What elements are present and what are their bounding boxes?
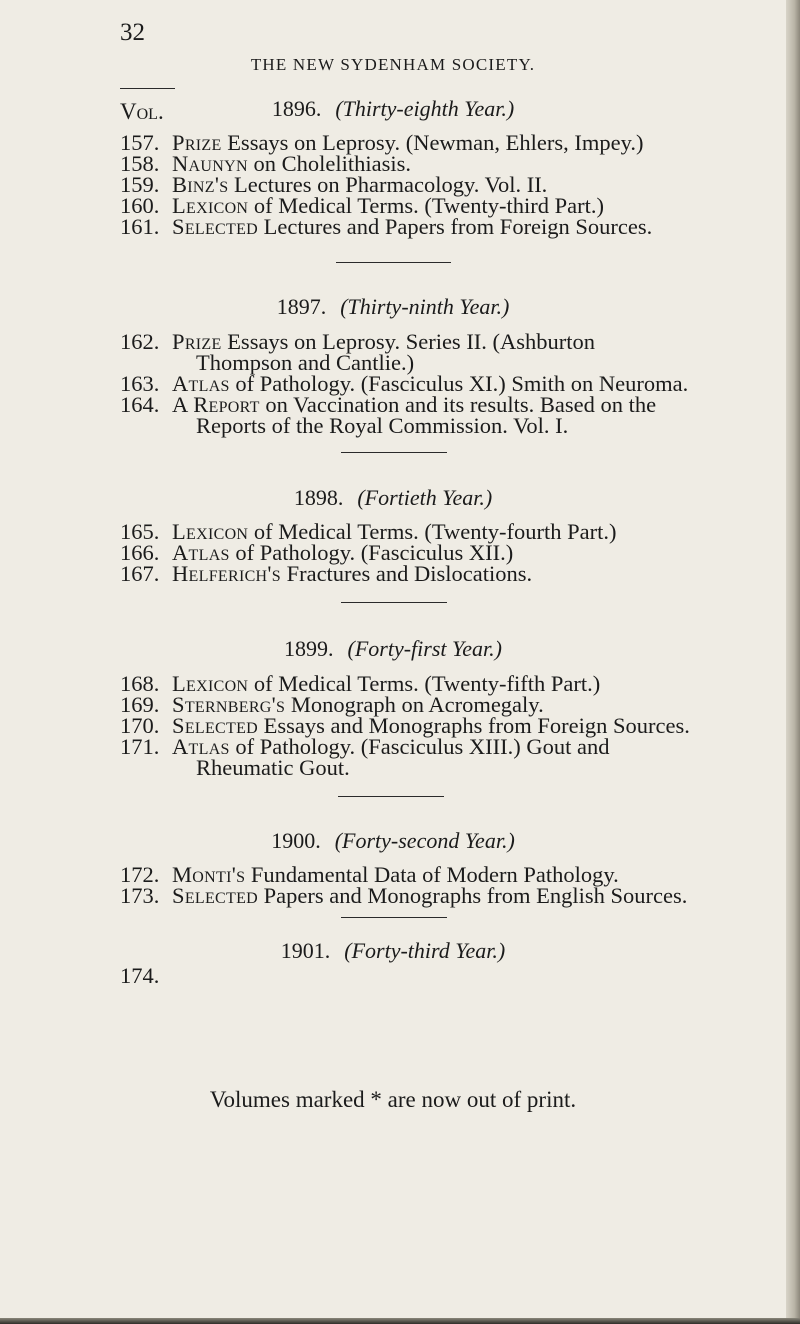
- entry-lead: Prize: [172, 130, 222, 155]
- entry-lead: Sternberg's: [172, 692, 286, 717]
- volume-number: 172.: [120, 862, 160, 887]
- volume-number: 171.: [120, 734, 160, 759]
- list-item: [120, 373, 775, 394]
- volume-number: 163.: [120, 371, 160, 396]
- year-label: (Forty-second Year.): [334, 828, 515, 853]
- year: 1900.: [271, 828, 321, 853]
- entry-body: of Medical Terms. (Twenty-third Part.): [248, 193, 605, 218]
- entry-body: Lectures and Papers from Foreign Sources.: [258, 214, 653, 239]
- running-head: THE NEW SYDENHAM SOCIETY.: [250, 55, 536, 74]
- page-number: 32: [120, 19, 145, 46]
- section-divider: [341, 452, 447, 453]
- list-item: [120, 965, 775, 986]
- entry-text: [172, 331, 792, 373]
- entry-text: [172, 542, 792, 563]
- entry-lead: Lexicon: [172, 519, 249, 544]
- volume-number: 161.: [120, 214, 160, 239]
- list-item: [120, 864, 775, 885]
- entry-body: of Medical Terms. (Twenty-fifth Part.): [248, 671, 601, 696]
- entry-text: [172, 521, 792, 542]
- year-heading: [0, 96, 786, 122]
- entry-text: [172, 694, 792, 715]
- list-item: [120, 542, 775, 563]
- entry-lead: Selected: [172, 214, 259, 239]
- volume-number: 164.: [120, 392, 160, 417]
- entry-text: [172, 195, 792, 216]
- list-item: [120, 673, 775, 694]
- entry-body: Essays on Leprosy. (Newman, Ehlers, Impey.): [221, 130, 644, 155]
- entry-lead: Lexicon: [172, 671, 249, 696]
- list-item: [120, 521, 775, 542]
- entry-lead: Atlas: [172, 734, 230, 759]
- entry-continuation: Thompson and Cantlie.): [196, 350, 415, 375]
- entry-body: of Medical Terms. (Twenty-fourth Part.): [248, 519, 617, 544]
- entry-text: [172, 394, 792, 436]
- entry-text: [172, 216, 792, 237]
- list-item: [120, 153, 775, 174]
- volume-number: 168.: [120, 671, 160, 696]
- entry-text: [172, 715, 792, 736]
- entry-lead: Atlas: [172, 540, 230, 565]
- entry-text: [172, 673, 792, 694]
- year-heading: [0, 938, 786, 964]
- section-divider: [338, 796, 444, 797]
- year-heading: [0, 485, 786, 511]
- volume-number: 166.: [120, 540, 160, 565]
- year: 1897.: [276, 294, 327, 319]
- year-label: (Fortieth Year.): [357, 485, 493, 510]
- list-item: [120, 174, 775, 195]
- entry-lead: Selected: [172, 713, 259, 738]
- list-item: [120, 734, 775, 780]
- footer-note: Volumes marked * are now out of print.: [209, 1087, 577, 1112]
- year: 1899.: [284, 636, 334, 661]
- entry-text: [172, 563, 792, 584]
- list-item: [120, 132, 775, 153]
- volume-number: 169.: [120, 692, 160, 717]
- entry-continuation: Rheumatic Gout.: [196, 755, 350, 780]
- entry-text: [172, 885, 792, 906]
- year-heading: [0, 828, 786, 854]
- volume-number: 167.: [120, 561, 160, 586]
- section-divider: [341, 602, 447, 603]
- list-item: [120, 694, 775, 715]
- volume-number: 159.: [120, 172, 160, 197]
- entry-lead: Selected: [172, 883, 259, 908]
- section-divider: [341, 917, 447, 918]
- entry-text: [172, 174, 792, 195]
- volume-number: 174.: [120, 963, 160, 988]
- list-item: [120, 715, 775, 736]
- year-heading: [0, 294, 786, 320]
- volume-number: 170.: [120, 713, 160, 738]
- entry-body: Lectures on Pharmacology. Vol. II.: [228, 172, 548, 197]
- entry-text: [172, 373, 792, 394]
- entry-lead: Prize: [172, 329, 222, 354]
- list-item: [120, 329, 775, 375]
- entry-lead: A Report: [172, 392, 260, 417]
- entry-text: [172, 864, 792, 885]
- entry-lead: Naunyn: [172, 151, 248, 176]
- entry-body: on Vaccination and its results. Based on the: [259, 392, 657, 417]
- volume-number: 157.: [120, 130, 160, 155]
- volume-number: 173.: [120, 883, 160, 908]
- section-divider: [336, 262, 451, 263]
- year-label: (Thirty-ninth Year.): [340, 294, 510, 319]
- entry-continuation: Reports of the Royal Commission. Vol. I.: [196, 413, 569, 438]
- year-heading: [0, 636, 786, 662]
- volume-number: 160.: [120, 193, 160, 218]
- year: 1898.: [293, 485, 344, 510]
- list-item: [120, 392, 775, 438]
- entry-body: of Pathology. (Fasciculus XII.): [229, 540, 514, 565]
- entry-lead: Binz's: [172, 172, 229, 197]
- entry-body: of Pathology. (Fasciculus XI.) Smith on Neuroma.: [229, 371, 689, 396]
- entry-text: [172, 132, 792, 153]
- entry-body: Essays and Monographs from Foreign Sources.: [258, 713, 690, 738]
- entry-body: Fundamental Data of Modern Pathology.: [245, 862, 619, 887]
- entry-body: Fractures and Dislocations.: [280, 561, 533, 586]
- entry-lead: Helferich's: [172, 561, 281, 586]
- entry-text: [172, 736, 792, 778]
- entry-body: Monograph on Acromegaly.: [285, 692, 544, 717]
- year-label: (Forty-third Year.): [344, 938, 506, 963]
- year-label: (Forty-first Year.): [347, 636, 502, 661]
- entry-lead: Atlas: [172, 371, 230, 396]
- header-rule: [120, 88, 175, 89]
- year-label: (Thirty-eighth Year.): [335, 96, 515, 121]
- entry-body: of Pathology. (Fasciculus XIII.) Gout and: [229, 734, 610, 759]
- entry-body: Essays on Leprosy. Series II. (Ashburton: [221, 329, 596, 354]
- year: 1901.: [280, 938, 331, 963]
- entry-body: on Cholelithiasis.: [247, 151, 411, 176]
- page-bottom-edge: [0, 1318, 800, 1324]
- volume-number: 158.: [120, 151, 160, 176]
- list-item: [120, 885, 775, 906]
- entry-body: Papers and Monographs from English Sources.: [258, 883, 688, 908]
- list-item: [120, 216, 775, 237]
- list-item: [120, 195, 775, 216]
- volume-number: 165.: [120, 519, 160, 544]
- year: 1896.: [271, 96, 322, 121]
- list-item: [120, 563, 775, 584]
- entry-lead: Lexicon: [172, 193, 249, 218]
- vol-column-label: Vol.: [120, 99, 164, 124]
- volume-number: 162.: [120, 329, 160, 354]
- entry-lead: Monti's: [172, 862, 246, 887]
- entry-text: [172, 153, 792, 174]
